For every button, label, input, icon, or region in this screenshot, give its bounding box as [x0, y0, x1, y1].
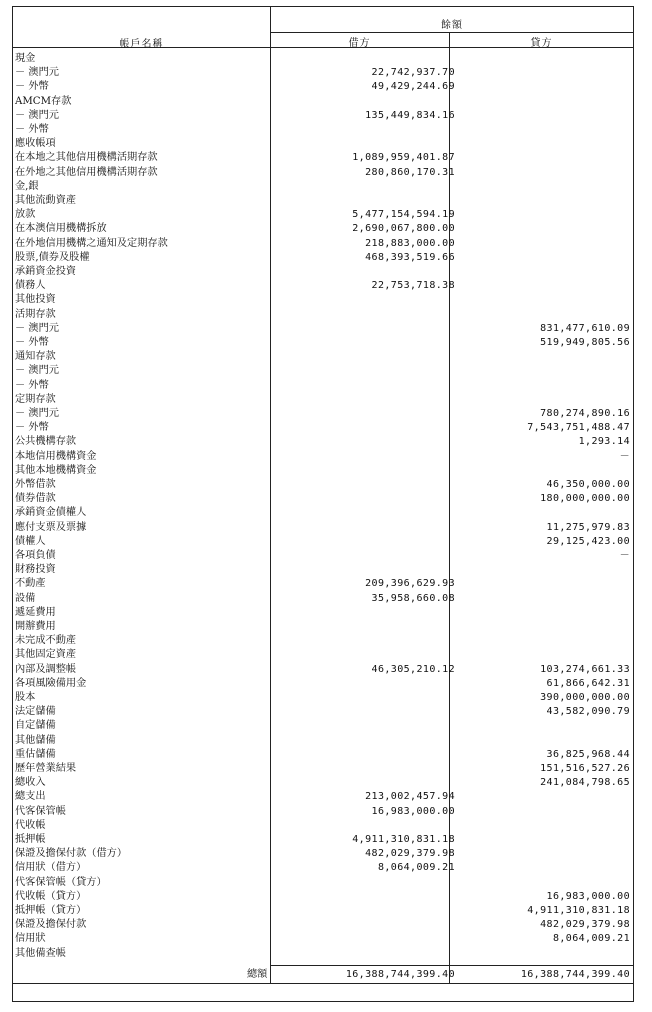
- table-row: [13, 308, 633, 322]
- debit-value: 218,883,000.00: [365, 237, 455, 249]
- account-name: － 澳門元: [15, 322, 59, 334]
- table-row: [13, 776, 633, 790]
- table-row: [13, 918, 633, 932]
- account-name: 外幣借款: [15, 479, 56, 490]
- account-name: 承銷資金債權人: [15, 507, 87, 519]
- table-row: [13, 336, 633, 350]
- table-row: [13, 464, 633, 478]
- table-row: [13, 137, 633, 151]
- balance-sheet-table: [12, 6, 634, 1002]
- table-row: [13, 166, 633, 180]
- table-row: [13, 805, 633, 819]
- table-row: [13, 66, 633, 80]
- account-name: 股本: [15, 692, 36, 703]
- debit-value: 213,002,457.94: [365, 791, 455, 803]
- table-row: [13, 450, 633, 464]
- header-account-name: 帳戶名稱: [119, 39, 164, 50]
- table-row: [13, 734, 633, 748]
- account-name: 總收入: [15, 777, 46, 789]
- table-row: [13, 123, 633, 137]
- table-row: [13, 648, 633, 662]
- account-name: 保證及擔保付款: [15, 919, 87, 931]
- table-row: [13, 478, 633, 492]
- table-row: [13, 790, 633, 804]
- account-name: 應付支票及票據: [15, 521, 87, 533]
- account-name: 在外地之其他信用機構活期存款: [15, 166, 158, 178]
- debit-value: 2,690,067,800.00: [352, 223, 455, 235]
- table-row: [13, 748, 633, 762]
- table-row: [13, 719, 633, 733]
- account-name: 設備: [15, 592, 36, 604]
- table-row: [13, 833, 633, 847]
- account-name: 總支出: [15, 791, 46, 803]
- credit-value: 46,350,000.00: [546, 479, 630, 490]
- credit-value: 1,293.14: [578, 436, 630, 448]
- account-name: 法定儲備: [15, 706, 56, 718]
- table-row: [13, 932, 633, 946]
- table-row: [13, 847, 633, 861]
- total-label: 總額: [247, 969, 268, 980]
- account-name: 遞延費用: [15, 606, 56, 618]
- account-name: 現金: [15, 53, 36, 64]
- table-row: [13, 407, 633, 421]
- account-name: AMCM存款: [15, 95, 72, 107]
- table-row: [13, 265, 633, 279]
- table-row: [13, 293, 633, 307]
- total-debit: 16,388,744,399.40: [345, 969, 455, 980]
- account-name: 本地信用機構資金: [15, 450, 97, 462]
- header-debit: 借方: [348, 38, 371, 49]
- account-name: 債券借款: [15, 493, 56, 505]
- table-row: [13, 279, 633, 293]
- debit-value: 46,305,210.12: [371, 663, 455, 675]
- table-row: [13, 819, 633, 833]
- credit-value: 519,949,805.56: [540, 337, 630, 348]
- debit-value: 209,396,629.93: [365, 578, 455, 590]
- account-name: 承銷資金投資: [15, 266, 77, 277]
- table-row: [13, 890, 633, 904]
- table-row: [13, 705, 633, 719]
- account-name: 自定儲備: [15, 720, 56, 732]
- account-name: 股票,債券及股權: [15, 251, 90, 263]
- credit-value: 61,866,642.31: [546, 677, 630, 689]
- credit-value: －: [619, 450, 630, 462]
- table-row: [13, 208, 633, 222]
- account-name: 代收帳（貸方）: [15, 890, 87, 902]
- account-name: － 外幣: [15, 337, 49, 348]
- table-row: [13, 379, 633, 393]
- debit-value: 49,429,244.69: [371, 81, 455, 93]
- debit-value: 5,477,154,594.19: [352, 209, 455, 221]
- account-name: 其他固定資產: [15, 649, 77, 661]
- account-name: 活期存款: [15, 308, 56, 320]
- account-name: － 澳門元: [15, 67, 59, 79]
- account-name: 應收帳項: [15, 138, 56, 150]
- table-row: [13, 80, 633, 94]
- table-row: [13, 95, 633, 109]
- debit-value: 22,742,937.70: [371, 67, 455, 79]
- account-name: 未完成不動產: [15, 635, 77, 647]
- credit-value: 7,543,751,488.47: [527, 422, 630, 434]
- table-row: [13, 393, 633, 407]
- account-name: 放款: [15, 209, 36, 221]
- table-row: [13, 109, 633, 123]
- account-name: 信用狀: [15, 933, 46, 945]
- debit-value: 468,393,519.66: [365, 251, 455, 263]
- account-name: 其他流動資產: [15, 195, 77, 206]
- account-name: 重估儲備: [15, 748, 56, 760]
- table-row: [13, 237, 633, 251]
- table-row: [13, 322, 633, 336]
- account-name: － 外幣: [15, 124, 49, 135]
- credit-value: 16,983,000.00: [546, 890, 630, 902]
- account-name: 其他本地機構資金: [15, 464, 97, 476]
- debit-value: 135,449,834.16: [365, 109, 455, 121]
- credit-value: 180,000,000.00: [540, 493, 630, 505]
- account-name: 代收帳: [15, 819, 46, 831]
- table-row: [13, 634, 633, 648]
- account-name: 代客保管帳（貸方）: [15, 876, 107, 888]
- account-name: 金,銀: [15, 180, 39, 192]
- account-name: － 外幣: [15, 379, 49, 391]
- total-top-line: [270, 965, 634, 966]
- account-name: 歷年營業結果: [15, 763, 77, 774]
- table-row: [13, 492, 633, 506]
- account-name: 通知存款: [15, 351, 56, 363]
- table-row: [13, 620, 633, 634]
- account-name: 不動產: [15, 578, 46, 590]
- credit-value: 390,000,000.00: [540, 692, 630, 703]
- table-row: [13, 535, 633, 549]
- credit-value: 8,064,009.21: [552, 933, 630, 945]
- table-row: [13, 151, 633, 165]
- credit-value: －: [619, 550, 630, 561]
- credit-value: 11,275,979.83: [546, 521, 630, 533]
- account-name: 在外地信用機構之通知及定期存款: [15, 237, 168, 249]
- account-name: 其他備查帳: [15, 947, 66, 959]
- account-name: － 外幣: [15, 422, 49, 434]
- table-row: [13, 350, 633, 364]
- table-row: [13, 947, 633, 961]
- credit-value: 4,911,310,831.18: [527, 905, 630, 916]
- total-credit: 16,388,744,399.40: [520, 969, 630, 980]
- table-row: [13, 194, 633, 208]
- debit-value: 22,753,718.38: [371, 280, 455, 292]
- header-balance: 餘額: [441, 20, 463, 31]
- credit-value: 780,274,890.16: [540, 408, 630, 419]
- account-name: 債務人: [15, 280, 46, 292]
- debit-value: 482,029,379.98: [365, 848, 455, 860]
- table-row: [13, 861, 633, 875]
- account-name: 公共機構存款: [15, 436, 77, 448]
- account-name: 財務投資: [15, 564, 56, 576]
- credit-value: 241,084,798.65: [540, 777, 630, 789]
- debit-value: 8,064,009.21: [377, 862, 455, 874]
- table-row: [13, 506, 633, 520]
- credit-value: 831,477,610.09: [540, 322, 630, 334]
- account-name: － 外幣: [15, 81, 49, 93]
- table-row: [13, 364, 633, 378]
- account-name: － 澳門元: [15, 365, 59, 377]
- header-credit: 貸方: [530, 38, 553, 49]
- table-row: [13, 521, 633, 535]
- credit-value: 43,582,090.79: [546, 706, 630, 718]
- table-row: [13, 663, 633, 677]
- credit-value: 36,825,968.44: [546, 748, 630, 760]
- table-row: [13, 876, 633, 890]
- account-name: 保證及擔保付款（借方）: [15, 848, 128, 860]
- debit-value: 16,983,000.00: [371, 805, 455, 817]
- debit-value: 35,958,660.08: [371, 592, 455, 604]
- credit-value: 151,516,527.26: [540, 763, 630, 774]
- table-row: [13, 435, 633, 449]
- table-row: [13, 577, 633, 591]
- account-name: 債權人: [15, 535, 46, 547]
- account-name: － 澳門元: [15, 109, 59, 121]
- account-name: 在本澳信用機構拆放: [15, 223, 107, 235]
- account-name: 抵押帳（貸方）: [15, 905, 87, 916]
- account-name: 定期存款: [15, 393, 56, 405]
- table-row: [13, 762, 633, 776]
- account-name: 其他投資: [15, 294, 56, 306]
- table-row: [13, 52, 633, 66]
- account-name: 代客保管帳: [15, 805, 66, 817]
- table-row: [13, 563, 633, 577]
- debit-value: 4,911,310,831.18: [352, 834, 455, 845]
- account-name: 抵押帳: [15, 834, 46, 845]
- account-name: － 澳門元: [15, 408, 59, 419]
- table-row: [13, 691, 633, 705]
- account-name: 開辦費用: [15, 621, 56, 632]
- total-row: [13, 968, 633, 982]
- account-name: 其他儲備: [15, 734, 56, 746]
- table-row: [13, 251, 633, 265]
- table-row: [13, 421, 633, 435]
- debit-value: 280,860,170.31: [365, 166, 455, 178]
- debit-value: 1,089,959,401.87: [352, 152, 455, 164]
- table-row: [13, 549, 633, 563]
- total-bottom-line: [13, 983, 634, 984]
- table-row: [13, 222, 633, 236]
- credit-value: 103,274,661.33: [540, 663, 630, 675]
- credit-value: 482,029,379.98: [540, 919, 630, 931]
- table-row: [13, 606, 633, 620]
- account-name: 信用狀（借方）: [15, 862, 87, 874]
- table-row: [13, 677, 633, 691]
- table-row: [13, 180, 633, 194]
- account-name: 內部及調整帳: [15, 663, 77, 675]
- account-name: 在本地之其他信用機構活期存款: [15, 152, 158, 164]
- account-name: 各項風險備用金: [15, 677, 87, 689]
- table-row: [13, 592, 633, 606]
- account-name: 各項負債: [15, 550, 56, 561]
- table-row: [13, 904, 633, 918]
- credit-value: 29,125,423.00: [546, 535, 630, 547]
- header-divider-balance: [270, 32, 634, 33]
